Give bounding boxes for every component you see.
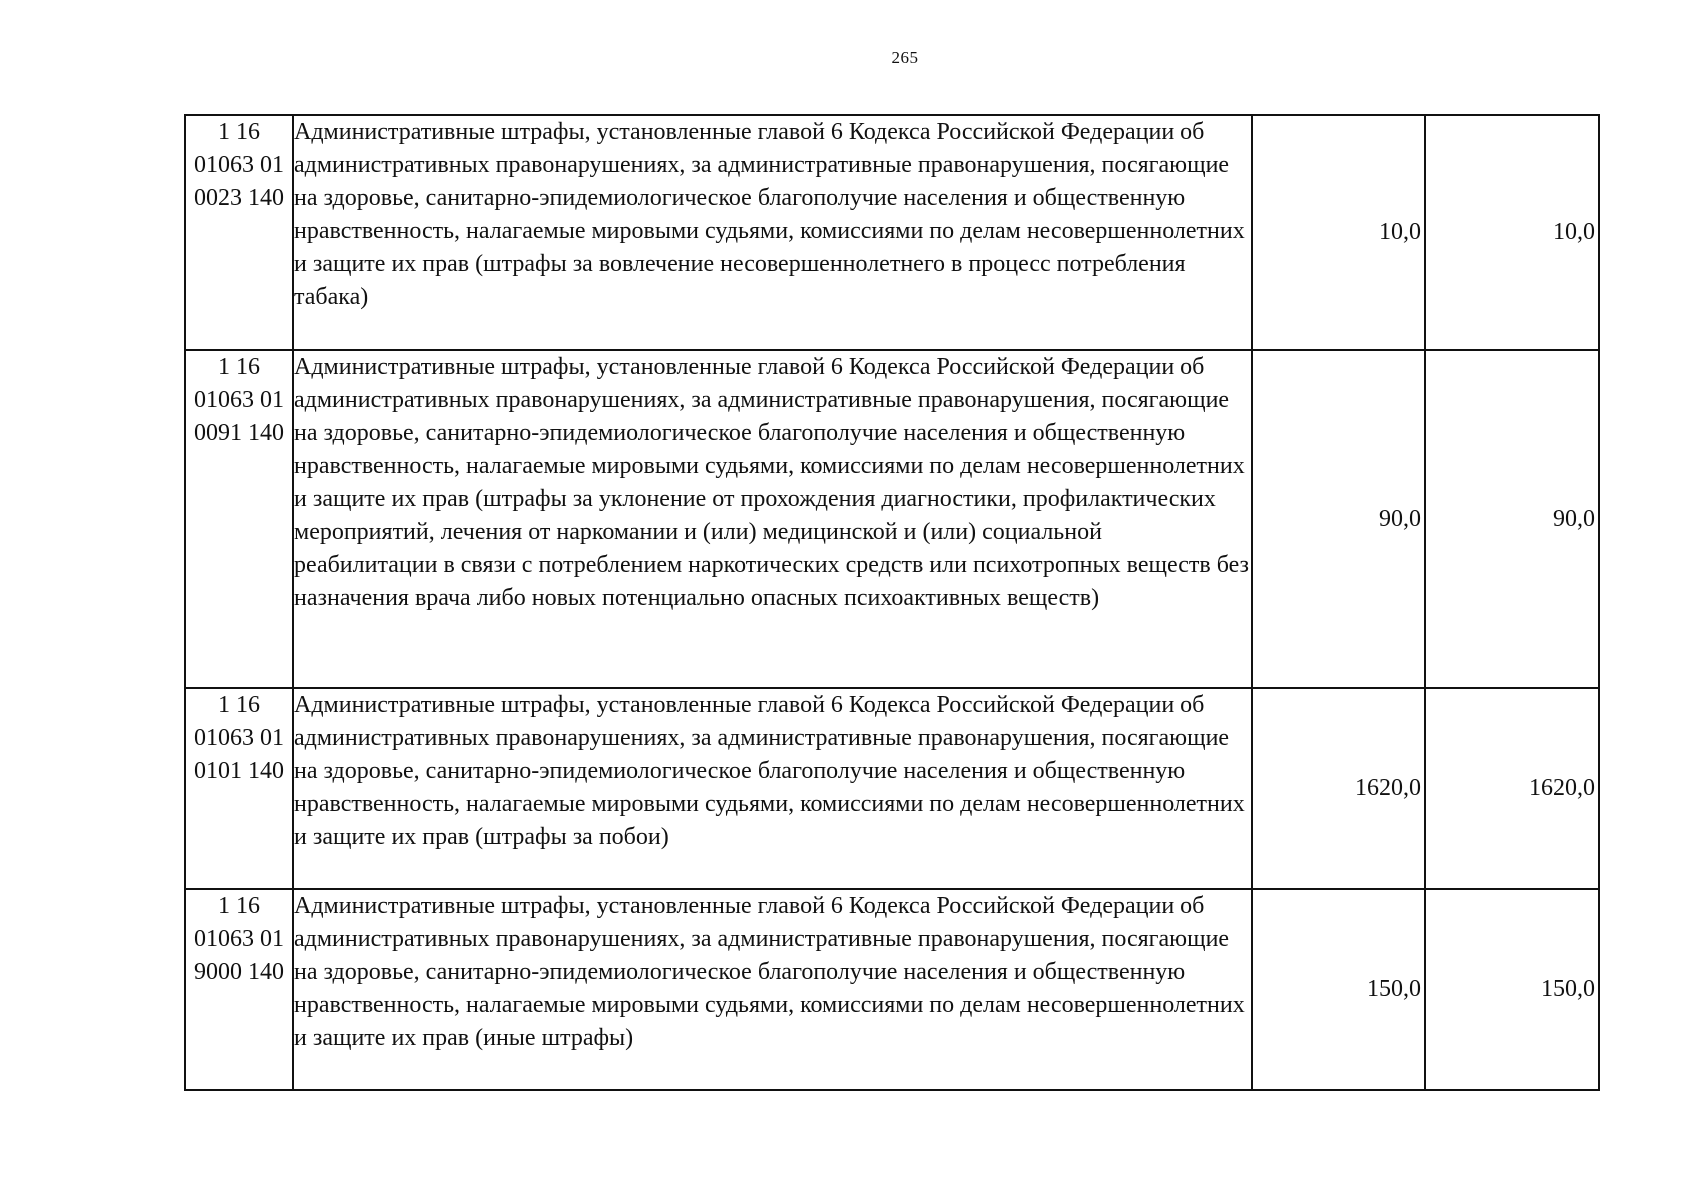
budget-code-cell: [185, 688, 293, 889]
amount-cell-year-1: 150,0: [1252, 889, 1425, 1090]
table-row: [185, 115, 1599, 350]
table-row: [185, 889, 1599, 1090]
table-row: [185, 350, 1599, 688]
budget-code-cell: [185, 350, 293, 688]
income-description-cell: Административные штрафы, установленные главой 6 Кодекса Российской Федерации об административных правонарушениях, за административные правонарушения, посягающие на здоровье, санитарно-эпидемиологическое благополучие населения и общественную нравственность, налагаемые мировыми судьями, комиссиями по делам несовершеннолетних и защите их прав (штрафы за уклонение от прохождения диагностики, профилактических мероприятий, лечения от наркомании и (или) медицинской и (или) социальной реабилитации в связи с потреблением наркотических средств или психотропных веществ без назначения врача либо новых потенциально опасных психоактивных веществ): [293, 350, 1252, 688]
budget-code-line: 0091 140: [194, 420, 284, 446]
budget-code-line: 1 16: [218, 119, 260, 145]
budget-code-line: 0023 140: [194, 185, 284, 211]
table-row: [185, 688, 1599, 889]
income-description-cell: Административные штрафы, установленные главой 6 Кодекса Российской Федерации об административных правонарушениях, за административные правонарушения, посягающие на здоровье, санитарно-эпидемиологическое благополучие населения и общественную нравственность, налагаемые мировыми судьями, комиссиями по делам несовершеннолетних и защите их прав (иные штрафы): [293, 889, 1252, 1090]
amount-cell-year-2: 10,0: [1425, 115, 1599, 350]
budget-code-line: 9000 140: [194, 959, 284, 985]
budget-code-line: 1 16: [218, 354, 260, 380]
amount-cell-year-1: 10,0: [1252, 115, 1425, 350]
budget-code-line: 01063 01: [194, 387, 284, 413]
income-description-cell: Административные штрафы, установленные главой 6 Кодекса Российской Федерации об административных правонарушениях, за административные правонарушения, посягающие на здоровье, санитарно-эпидемиологическое благополучие населения и общественную нравственность, налагаемые мировыми судьями, комиссиями по делам несовершеннолетних и защите их прав (штрафы за вовлечение несовершеннолетнего в процесс потребления табака): [293, 115, 1252, 350]
amount-cell-year-2: 150,0: [1425, 889, 1599, 1090]
budget-code-line: 0101 140: [194, 758, 284, 784]
budget-code-line: 01063 01: [194, 725, 284, 751]
budget-code-line: 1 16: [218, 692, 260, 718]
budget-code-line: 1 16: [218, 893, 260, 919]
amount-cell-year-2: 90,0: [1425, 350, 1599, 688]
amount-cell-year-2: 1620,0: [1425, 688, 1599, 889]
page-number: 265: [891, 48, 919, 67]
amount-cell-year-1: 1620,0: [1252, 688, 1425, 889]
budget-code-line: 01063 01: [194, 926, 284, 952]
budget-code-line: 01063 01: [194, 152, 284, 178]
budget-table: [184, 114, 1600, 1091]
amount-cell-year-1: 90,0: [1252, 350, 1425, 688]
budget-code-cell: [185, 115, 293, 350]
budget-code-cell: [185, 889, 293, 1090]
income-description-cell: Административные штрафы, установленные главой 6 Кодекса Российской Федерации об административных правонарушениях, за административные правонарушения, посягающие на здоровье, санитарно-эпидемиологическое благополучие населения и общественную нравственность, налагаемые мировыми судьями, комиссиями по делам несовершеннолетних и защите их прав (штрафы за побои): [293, 688, 1252, 889]
